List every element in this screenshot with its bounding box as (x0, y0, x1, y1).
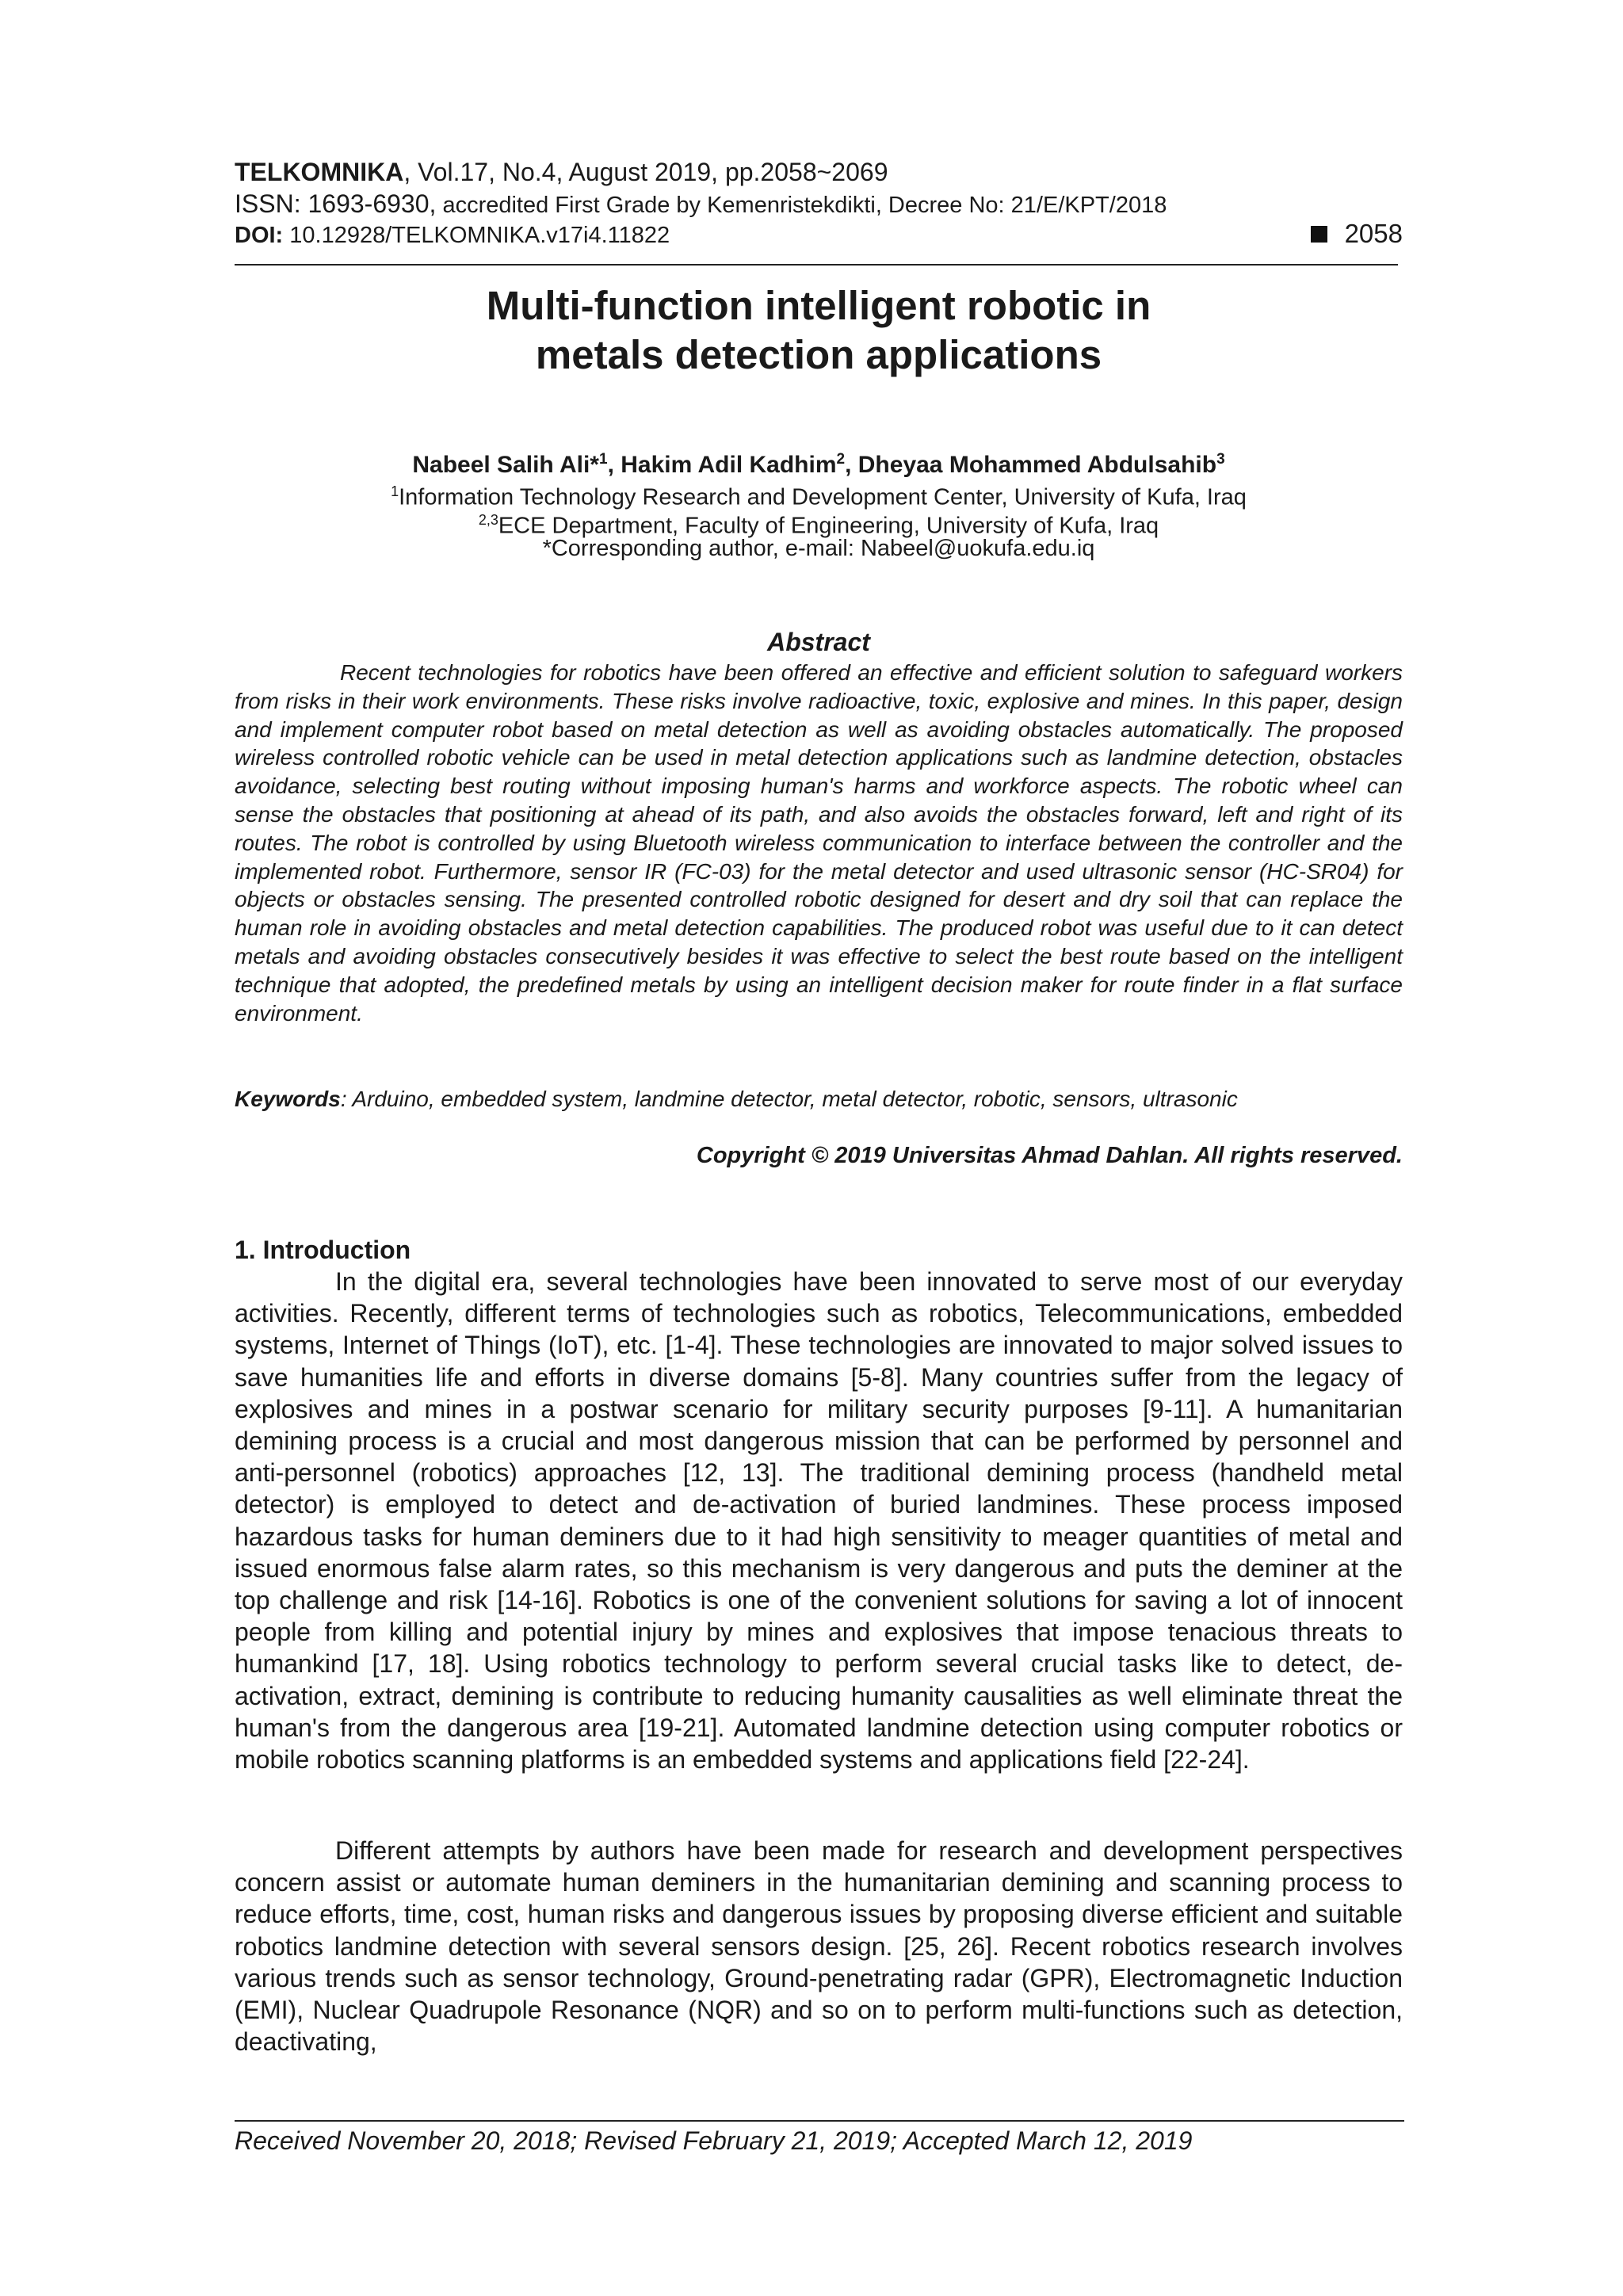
keywords (235, 1085, 1403, 1114)
author-3: Dheyaa Mohammed Abdulsahib (857, 452, 1217, 478)
corresponding-author: *Corresponding author, e-mail: Nabeel@uokufa.edu.iq (542, 536, 1095, 561)
author-list (235, 445, 1403, 480)
author-sep: , (607, 452, 621, 478)
doi (235, 220, 670, 250)
section-heading-introduction: 1. Introduction (235, 1236, 411, 1264)
affiliation-2-mark: 2,3 (478, 512, 498, 528)
introduction-paragraph-2: Different attempts by authors have been made for research and development perspectives concern assist or automate human deminers in the humanitarian demining and scanning process to reduce efforts, time, cost, human risks and dangerous issues by proposing diverse efficient and suitable robotics landmine detection with several sensors design. [25, 26]. Recent robotics research involves various trends such as sensor technology, Ground-penetrating radar (GPR), Electromagnetic Induction (EMI), Nuclear Quadrupole Resonance (NQR) and so on to perform multi-functions such as detection, deactivating, (235, 1836, 1403, 2057)
journal-citation-line (235, 157, 1403, 187)
author-2-affil: 2 (836, 451, 846, 468)
accreditation: accredited First Grade by Kemenristekdikti, Decree No: 21/E/KPT/2018 (436, 193, 1167, 218)
received-dates: Received November 20, 2018; Revised February 21, 2019; Accepted March 12, 2019 (235, 2126, 1193, 2155)
footer-divider (235, 2120, 1404, 2122)
square-bullet-icon (1311, 226, 1327, 243)
affiliation-2-text: ECE Department, Faculty of Engineering, University of Kufa, Iraq (498, 513, 1159, 539)
page-number-block (1311, 219, 1403, 249)
introduction-paragraph-1: In the digital era, several technologies have been innovated to serve most of our everyday activities. Recently, different terms of technologies such as robotics, Telecommunications, embedded systems, Internet of Things (IoT), etc. [1-4]. These technologies are innovated to major solved issues to save humanities life and efforts in diverse domains [5-8]. Many countries suffer from the legacy of explosives and mines in a postwar scenario for military security purposes [9-11]. A humanitarian demining process is a crucial and most dangerous mission that can be performed by personnel and anti-personnel (robotics) approaches [12, 13]. The traditional demining process (handheld metal detector) is employed to detect and de-activation of buried landmines. These process imposed hazardous tasks for human deminers due to it had high sensitivity to meager quantities of metal and issued enormous false alarm rates, so this mechanism is very dangerous and puts the deminer at the top challenge and risk [14-16]. Robotics is one of the convenient solutions for saving a lot of innocent people from killing and potential injury by mines and explosives that impose tenacious threats to humankind [17, 18]. Using robotics technology to perform several crucial tasks like to detect, de-activation, extract, demining is contribute to reducing humanity causalities as well eliminate threat the human's from the dangerous area [19-21]. Automated landmine detection using computer robotics or mobile robotics scanning platforms is an embedded systems and applications field [22-24]. (235, 1267, 1403, 1775)
volume-info: , Vol.17, No.4, August 2019, pp.2058~2069 (403, 158, 888, 186)
author-1-affil: 1 (598, 451, 608, 468)
keywords-text: : Arduino, embedded system, landmine detector, metal detector, robotic, sensors, ultrasonic (340, 1087, 1238, 1111)
issn-line (235, 189, 1403, 220)
abstract-heading: Abstract (767, 628, 870, 656)
doi-value: 10.12928/TELKOMNIKA.v17i4.11822 (283, 222, 670, 248)
issn: ISSN: 1693-6930, (235, 189, 437, 218)
copyright-notice: Copyright © 2019 Universitas Ahmad Dahlan. All rights reserved. (696, 1143, 1403, 1168)
keywords-label: Keywords (235, 1087, 341, 1111)
paper-title (235, 281, 1403, 380)
affiliation-1-mark: 1 (391, 483, 399, 499)
header-divider (235, 264, 1398, 266)
title-line-2: metals detection applications (535, 332, 1102, 377)
doi-label: DOI: (235, 222, 284, 248)
doi-line (235, 219, 1403, 250)
author-3-affil: 3 (1216, 451, 1225, 468)
title-line-1: Multi-function intelligent robotic in (486, 283, 1151, 328)
abstract-body: Recent technologies for robotics have been offered an effective and efficient solution to safeguard workers from risks in their work environments. These risks involve radioactive, toxic, explosive and mines. In this paper, design and implement computer robot based on metal detection as well as avoiding obstacles automatically. The proposed wireless controlled robotic vehicle can be used in metal detection applications such as landmine detection, obstacles avoidance, selecting best routing without imposing human's harms and workforce aspects. The robotic wheel can sense the obstacles that positioning at ahead of its path, and also avoids the obstacles forward, left and right of its routes. The robot is controlled by using Bluetooth wireless communication to interface between the controller and the implemented robot. Furthermore, sensor IR (FC-03) for the metal detector and used ultrasonic sensor (HC-SR04) for objects or obstacles sensing. The presented controlled robotic designed for desert and dry soil that can replace the human role in avoiding obstacles and metal detection capabilities. The produced robot was useful due to it can detect metals and avoiding obstacles consecutively besides it was effective to select the best route based on the intelligent technique that adopted, the predefined metals by using an intelligent decision maker for route finder in a flat surface environment. (235, 660, 1403, 1026)
author-1: Nabeel Salih Ali* (412, 452, 599, 478)
author-2: Hakim Adil Kadhim (621, 452, 837, 478)
author-sep: , (845, 452, 858, 478)
page-number: 2058 (1344, 219, 1403, 248)
journal-name: TELKOMNIKA (235, 158, 404, 186)
affiliation-1-text: Information Technology Research and Development Center, University of Kufa, Iraq (399, 484, 1247, 510)
